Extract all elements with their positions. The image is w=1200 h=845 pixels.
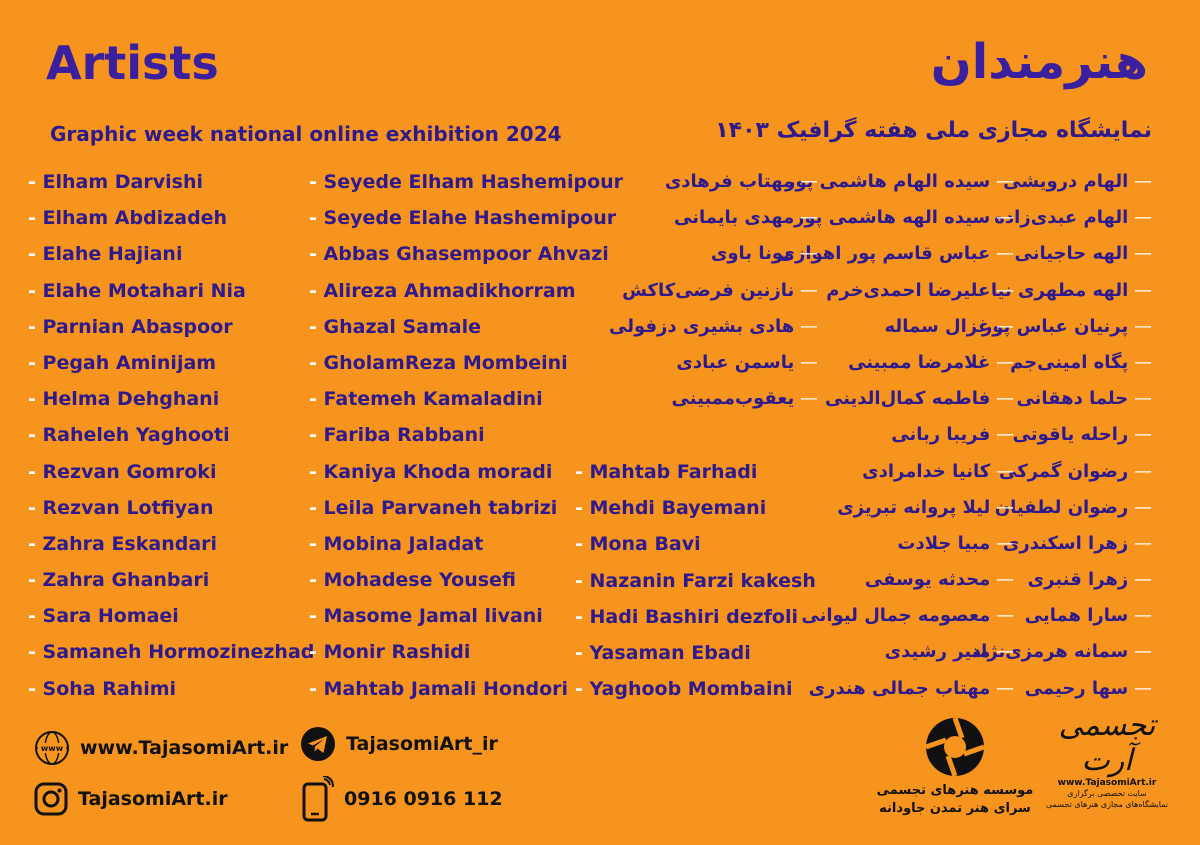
artist-name: — سیده الهام هاشمی پور <box>778 170 1014 206</box>
artist-name: — رضوان لطفیان <box>972 496 1152 532</box>
artist-name: - Zahra Ghanbari <box>28 568 314 604</box>
artist-name: - Elham Darvishi <box>28 170 314 206</box>
artist-name: - Yasaman Ebadi <box>575 641 816 677</box>
artist-name: - Ghazal Samale <box>309 315 623 351</box>
telegram-contact[interactable] <box>300 726 498 762</box>
artist-name: - Elham Abdizadeh <box>28 206 314 242</box>
artist-name: - Mohadese Yousefi <box>309 568 623 604</box>
brand-url: www.TajasomiArt.ir <box>1057 778 1157 788</box>
artist-name: - Monir Rashidi <box>309 640 623 676</box>
artist-name: - Elahe Motahari Nia <box>28 279 314 315</box>
artist-name: — مبیا جلادت <box>778 532 1014 568</box>
artist-name: - Zahra Eskandari <box>28 532 314 568</box>
artist-name: — عباس قاسم پور اهوازی <box>778 242 1014 278</box>
globe-icon <box>34 730 70 766</box>
artist-name: - Mobina Jaladat <box>309 532 623 568</box>
camera-aperture-icon <box>924 763 986 782</box>
website-link[interactable]: www.TajasomiArt.ir <box>80 737 289 759</box>
artist-name: — راحله یاقوتی <box>972 423 1152 459</box>
brand-script-logo: تجسمی آرت <box>1058 708 1156 778</box>
artist-name: - Mona Bavi <box>575 532 816 568</box>
artist-name: - Mahtab Jamali Hondori <box>309 677 623 713</box>
artist-list-fa-col3 <box>609 170 818 423</box>
institute-name-line2: سرای هنر تمدن جاودانه <box>879 801 1031 816</box>
instagram-handle[interactable]: TajasomiArt.ir <box>78 788 228 810</box>
artist-name: - Masome Jamal livani <box>309 604 623 640</box>
artist-name: - Alireza Ahmadikhorram <box>309 279 623 315</box>
artist-name: — یاسمن عبادی <box>609 351 818 387</box>
artist-name: - Pegah Aminijam <box>28 351 314 387</box>
artist-name: — پرنیان عباس پور <box>972 315 1152 351</box>
artist-name: - Fariba Rabbani <box>309 423 623 459</box>
artist-name: — مونا باوی <box>609 242 818 278</box>
artist-name: - Abbas Ghasempoor Ahvazi <box>309 242 623 278</box>
brand-logo <box>1042 708 1172 810</box>
instagram-contact[interactable] <box>34 782 228 816</box>
artist-name: — منیر رشیدی <box>778 640 1014 676</box>
artist-name: — الهام درویشی <box>972 170 1152 206</box>
artist-name: - Yaghoob Mombaini <box>575 677 816 713</box>
artist-name: - Mehdi Bayemani <box>575 496 816 532</box>
artist-name: - Raheleh Yaghooti <box>28 423 314 459</box>
artist-name: — نازنین فرضی‌کاکش <box>609 279 818 315</box>
institute-logo <box>870 716 1040 818</box>
phone-number[interactable]: 0916 0916 112 <box>344 788 503 810</box>
institute-name-line1: موسسه هنرهای تجسمی <box>876 783 1034 798</box>
artist-name: — هادی بشیری دزفولی <box>609 315 818 351</box>
artist-name: - Fatemeh Kamaladini <box>309 387 623 423</box>
artist-name: — غزال سماله <box>778 315 1014 351</box>
artist-name: - Rezvan Lotfiyan <box>28 496 314 532</box>
artist-name: — الهه حاجیانی <box>972 242 1152 278</box>
artist-name: — حلما دهقانی <box>972 387 1152 423</box>
brand-tagline-line1: سایت تخصصی برگزاری <box>1067 789 1147 798</box>
artist-name: — علیرضا احمدی‌خرم <box>778 279 1014 315</box>
artist-name: - Nazanin Farzi kakesh <box>575 569 816 605</box>
artist-name: — فاطمه کمال‌الدینی <box>778 387 1014 423</box>
artist-name: — رضوان گمرکی <box>972 460 1152 496</box>
artist-name: — غلامرضا ممبینی <box>778 351 1014 387</box>
phone-icon <box>300 776 334 822</box>
artist-name: — سارا همایی <box>972 604 1152 640</box>
telegram-icon <box>300 726 336 762</box>
artist-name: - GholamReza Mombeini <box>309 351 623 387</box>
artist-name: — الهام عبدی‌زاده <box>972 206 1152 242</box>
artist-name: - Rezvan Gomroki <box>28 460 314 496</box>
artist-name: - Parnian Abaspoor <box>28 315 314 351</box>
artist-name: — لیلا پروانه تبریزی <box>778 496 1014 532</box>
website-contact[interactable] <box>34 730 288 766</box>
artist-name: — الهه مطهری نیا <box>972 279 1152 315</box>
artist-name: - Hadi Bashiri dezfoli <box>575 605 816 641</box>
artist-name: — معصومه جمال لیوانی <box>778 604 1014 640</box>
title-persian: هنرمندان <box>930 34 1148 90</box>
artist-name: — زهرا اسکندری <box>972 532 1152 568</box>
artist-name: - Seyede Elham Hashemipour <box>309 170 623 206</box>
phone-contact[interactable] <box>300 776 503 822</box>
artist-name: — سیده الهه هاشمی پور <box>778 206 1014 242</box>
artist-name: — مهتاب فرهادی <box>609 170 818 206</box>
artist-name: — زهرا قنبری <box>972 568 1152 604</box>
title-english: Artists <box>46 36 219 90</box>
artist-name: - Seyede Elahe Hashemipour <box>309 206 623 242</box>
telegram-handle[interactable]: TajasomiArt_ir <box>346 733 498 755</box>
artist-name: — محدثه یوسفی <box>778 568 1014 604</box>
artist-name: — یعقوب‌ممبینی <box>609 387 818 423</box>
artist-name: — کانیا خدامرادی <box>778 460 1014 496</box>
globe-icon-text: www <box>40 744 64 753</box>
brand-tagline-line2: نمایشگاه‌های مجازی هنرهای تجسمی <box>1045 800 1169 809</box>
subtitle-persian: نمایشگاه مجازی ملی هفته گرافیک ۱۴۰۳ <box>715 118 1152 143</box>
subtitle-english: Graphic week national online exhibition 2024 <box>50 122 562 146</box>
artist-name: - Elahe Hajiani <box>28 242 314 278</box>
artist-name: - Leila Parvaneh tabrizi <box>309 496 623 532</box>
artist-name: — سها رحیمی <box>972 677 1152 713</box>
artist-name: - Samaneh Hormozinezhad <box>28 640 314 676</box>
artist-name: — فریبا ربانی <box>778 423 1014 459</box>
artist-name: — مهدی بایمانی <box>609 206 818 242</box>
instagram-icon <box>34 782 68 816</box>
artist-name: - Mahtab Farhadi <box>575 460 816 496</box>
artist-name: — سمانه هرمزی‌نژاد <box>972 640 1152 676</box>
artist-name: - Sara Homaei <box>28 604 314 640</box>
artist-name: - Helma Dehghani <box>28 387 314 423</box>
artist-name: - Kaniya Khoda moradi <box>309 460 623 496</box>
artist-name: - Soha Rahimi <box>28 677 314 713</box>
artist-name: — پگاه امینی‌جم <box>972 351 1152 387</box>
artist-list-en-col1 <box>28 170 314 713</box>
artist-name: — مهتاب جمالی هندری <box>778 677 1014 713</box>
